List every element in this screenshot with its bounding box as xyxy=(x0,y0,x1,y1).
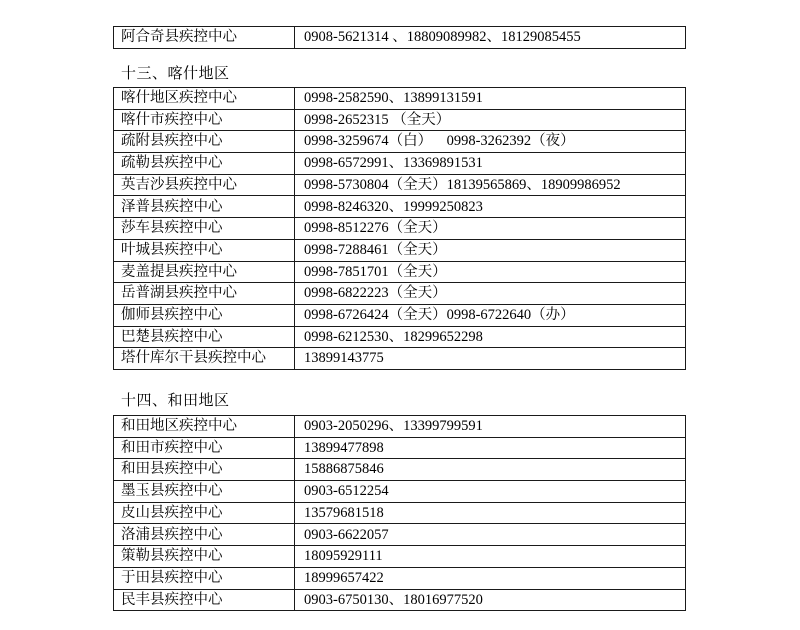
center-name-cell: 洛浦县疾控中心 xyxy=(114,524,295,546)
phone-cell: 0998-8512276（全天） xyxy=(295,218,686,240)
table-row xyxy=(114,304,686,326)
table-row xyxy=(114,567,686,589)
table-row xyxy=(114,27,686,49)
center-name-cell: 泽普县疾控中心 xyxy=(114,196,295,218)
table-row xyxy=(114,131,686,153)
table-row xyxy=(114,109,686,131)
center-name-cell: 喀什地区疾控中心 xyxy=(114,88,295,110)
phone-cell: 0998-2582590、13899131591 xyxy=(295,88,686,110)
table-row xyxy=(114,481,686,503)
kashgar-contact-table xyxy=(113,87,686,370)
table-row xyxy=(114,88,686,110)
phone-cell: 0998-6572991、13369891531 xyxy=(295,153,686,175)
section-title-kashgar: 十三、喀什地区 xyxy=(121,66,230,82)
center-name-cell: 策勒县疾控中心 xyxy=(114,546,295,568)
table-row xyxy=(114,546,686,568)
table-row xyxy=(114,218,686,240)
phone-cell: 13899143775 xyxy=(295,348,686,370)
center-name-cell: 阿合奇县疾控中心 xyxy=(114,27,295,49)
center-name-cell: 和田市疾控中心 xyxy=(114,437,295,459)
section-title-hotan: 十四、和田地区 xyxy=(121,393,230,409)
phone-cell: 0998-8246320、19999250823 xyxy=(295,196,686,218)
table-row xyxy=(114,459,686,481)
phone-cell: 0998-6212530、18299652298 xyxy=(295,326,686,348)
phone-cell: 15886875846 xyxy=(295,459,686,481)
table-row xyxy=(114,416,686,438)
table-row xyxy=(114,326,686,348)
center-name-cell: 皮山县疾控中心 xyxy=(114,502,295,524)
center-name-cell: 莎车县疾控中心 xyxy=(114,218,295,240)
hotan-contact-table xyxy=(113,415,686,611)
phone-cell: 0998-5730804（全天）18139565869、18909986952 xyxy=(295,174,686,196)
table-row xyxy=(114,261,686,283)
center-name-cell: 和田县疾控中心 xyxy=(114,459,295,481)
table-row xyxy=(114,174,686,196)
phone-cell: 0903-6622057 xyxy=(295,524,686,546)
phone-cell: 0903-6750130、18016977520 xyxy=(295,589,686,611)
phone-cell: 18095929111 xyxy=(295,546,686,568)
phone-cell: 0998-6726424（全天）0998-6722640（办） xyxy=(295,304,686,326)
center-name-cell: 喀什市疾控中心 xyxy=(114,109,295,131)
center-name-cell: 英吉沙县疾控中心 xyxy=(114,174,295,196)
table-row xyxy=(114,437,686,459)
phone-cell: 13899477898 xyxy=(295,437,686,459)
phone-cell: 0998-6822223（全天） xyxy=(295,283,686,305)
phone-cell: 0908-5621314 、18809089982、18129085455 xyxy=(295,27,686,49)
phone-cell: 0903-6512254 xyxy=(295,481,686,503)
table-row xyxy=(114,283,686,305)
table-row xyxy=(114,153,686,175)
center-name-cell: 叶城县疾控中心 xyxy=(114,239,295,261)
phone-cell: 0998-3259674（白） 0998-3262392（夜） xyxy=(295,131,686,153)
center-name-cell: 疏附县疾控中心 xyxy=(114,131,295,153)
table-row xyxy=(114,502,686,524)
phone-cell: 0998-7851701（全天） xyxy=(295,261,686,283)
center-name-cell: 于田县疾控中心 xyxy=(114,567,295,589)
phone-cell: 0998-7288461（全天） xyxy=(295,239,686,261)
standalone-contact-table xyxy=(113,26,686,49)
table-row xyxy=(114,239,686,261)
phone-cell: 0903-2050296、13399799591 xyxy=(295,416,686,438)
center-name-cell: 和田地区疾控中心 xyxy=(114,416,295,438)
center-name-cell: 疏勒县疾控中心 xyxy=(114,153,295,175)
center-name-cell: 民丰县疾控中心 xyxy=(114,589,295,611)
table-row xyxy=(114,348,686,370)
phone-cell: 0998-2652315 （全天） xyxy=(295,109,686,131)
table-row xyxy=(114,196,686,218)
center-name-cell: 塔什库尔干县疾控中心 xyxy=(114,348,295,370)
center-name-cell: 巴楚县疾控中心 xyxy=(114,326,295,348)
center-name-cell: 岳普湖县疾控中心 xyxy=(114,283,295,305)
table-row xyxy=(114,524,686,546)
center-name-cell: 麦盖提县疾控中心 xyxy=(114,261,295,283)
phone-cell: 18999657422 xyxy=(295,567,686,589)
center-name-cell: 墨玉县疾控中心 xyxy=(114,481,295,503)
center-name-cell: 伽师县疾控中心 xyxy=(114,304,295,326)
table-row xyxy=(114,589,686,611)
phone-cell: 13579681518 xyxy=(295,502,686,524)
